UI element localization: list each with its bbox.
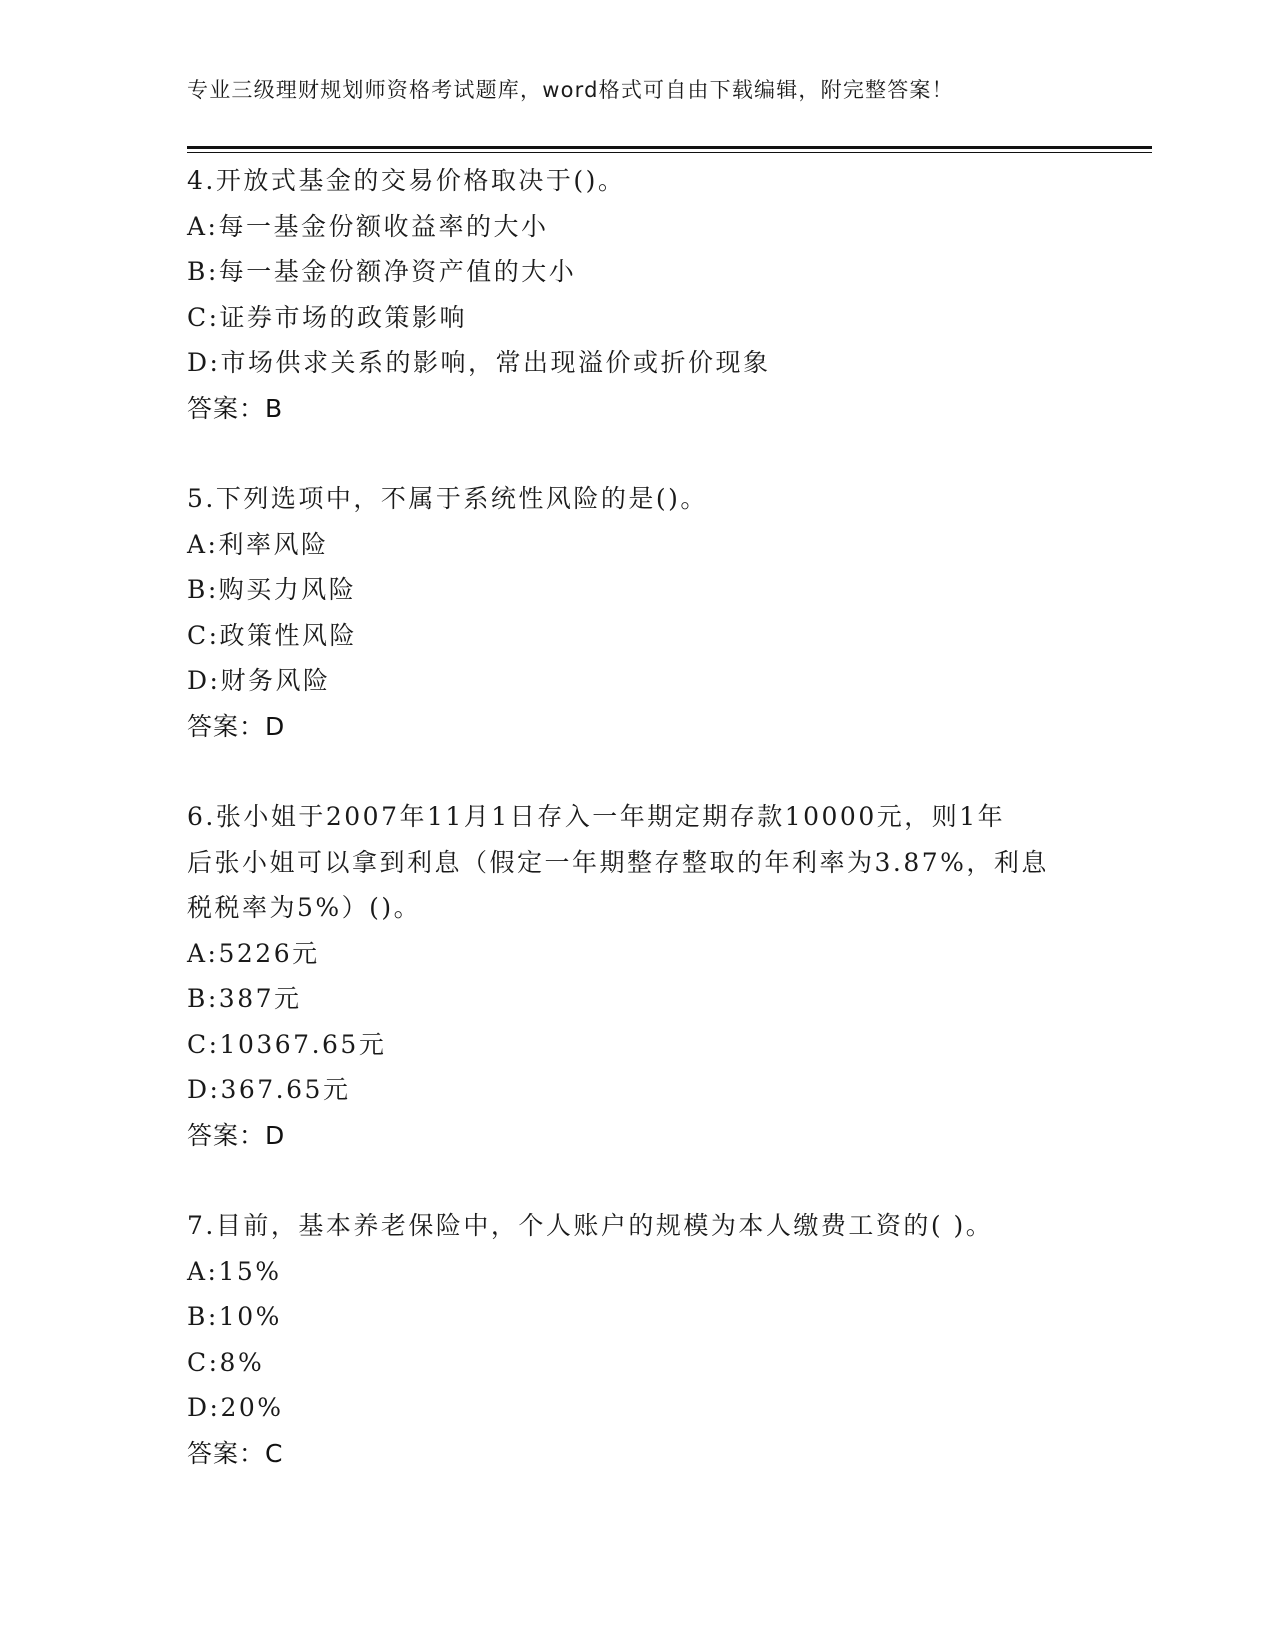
header-rule-thin [187,152,1152,153]
option-c: C:8% [187,1347,265,1377]
option-b: B:购买力风险 [187,575,357,604]
question-stem-line-3: 税税率为5%）()。 [187,893,422,922]
option-c: C:10367.65元 [187,1029,387,1059]
question-spacer [187,1158,1087,1203]
option-a: A:利率风险 [187,529,329,559]
option-d: D:20% [187,1393,284,1422]
option-b: B:每一基金份额净资产值的大小 [187,257,577,286]
answer-line: 答案：B [187,393,284,423]
header-rule-thick [187,146,1152,149]
question-stem: 5.下列选项中，不属于系统性风险的是()。 [187,484,708,513]
question-stem: 4.开放式基金的交易价格取决于()。 [187,166,626,195]
option-a: A:每一基金份额收益率的大小 [187,211,549,241]
option-d: D:市场供求关系的影响，常出现溢价或折价现象 [187,348,771,377]
question-stem-line-2: 后张小姐可以拿到利息（假定一年期整存整取的年利率为3.87%，利息 [187,847,1049,877]
question-stem: 7.目前，基本养老保险中，个人账户的规模为本人缴费工资的( )。 [187,1211,994,1240]
option-b: B:387元 [187,984,302,1013]
question-list [187,158,1087,1476]
option-a: A:5226元 [187,938,320,968]
question-7 [187,1203,1087,1476]
question-stem-line-1: 6.张小姐于2007年11月1日存入一年期定期存款10000元，则1年 [187,802,1006,831]
option-c: C:证券市场的政策影响 [187,302,468,332]
option-a: A:15% [187,1256,282,1286]
option-c: C:政策性风险 [187,620,358,650]
question-spacer [187,749,1087,794]
option-d: D:财务风险 [187,666,331,695]
question-6 [187,794,1087,1158]
answer-line: 答案：C [187,1438,284,1468]
option-b: B:10% [187,1302,282,1331]
question-4 [187,158,1087,431]
answer-line: 答案：D [187,711,286,741]
page-header: 专业三级理财规划师资格考试题库，word格式可自由下载编辑，附完整答案！ [187,78,954,102]
option-d: D:367.65元 [187,1075,351,1104]
answer-line: 答案：D [187,1120,286,1150]
question-5 [187,476,1087,749]
question-spacer [187,431,1087,476]
